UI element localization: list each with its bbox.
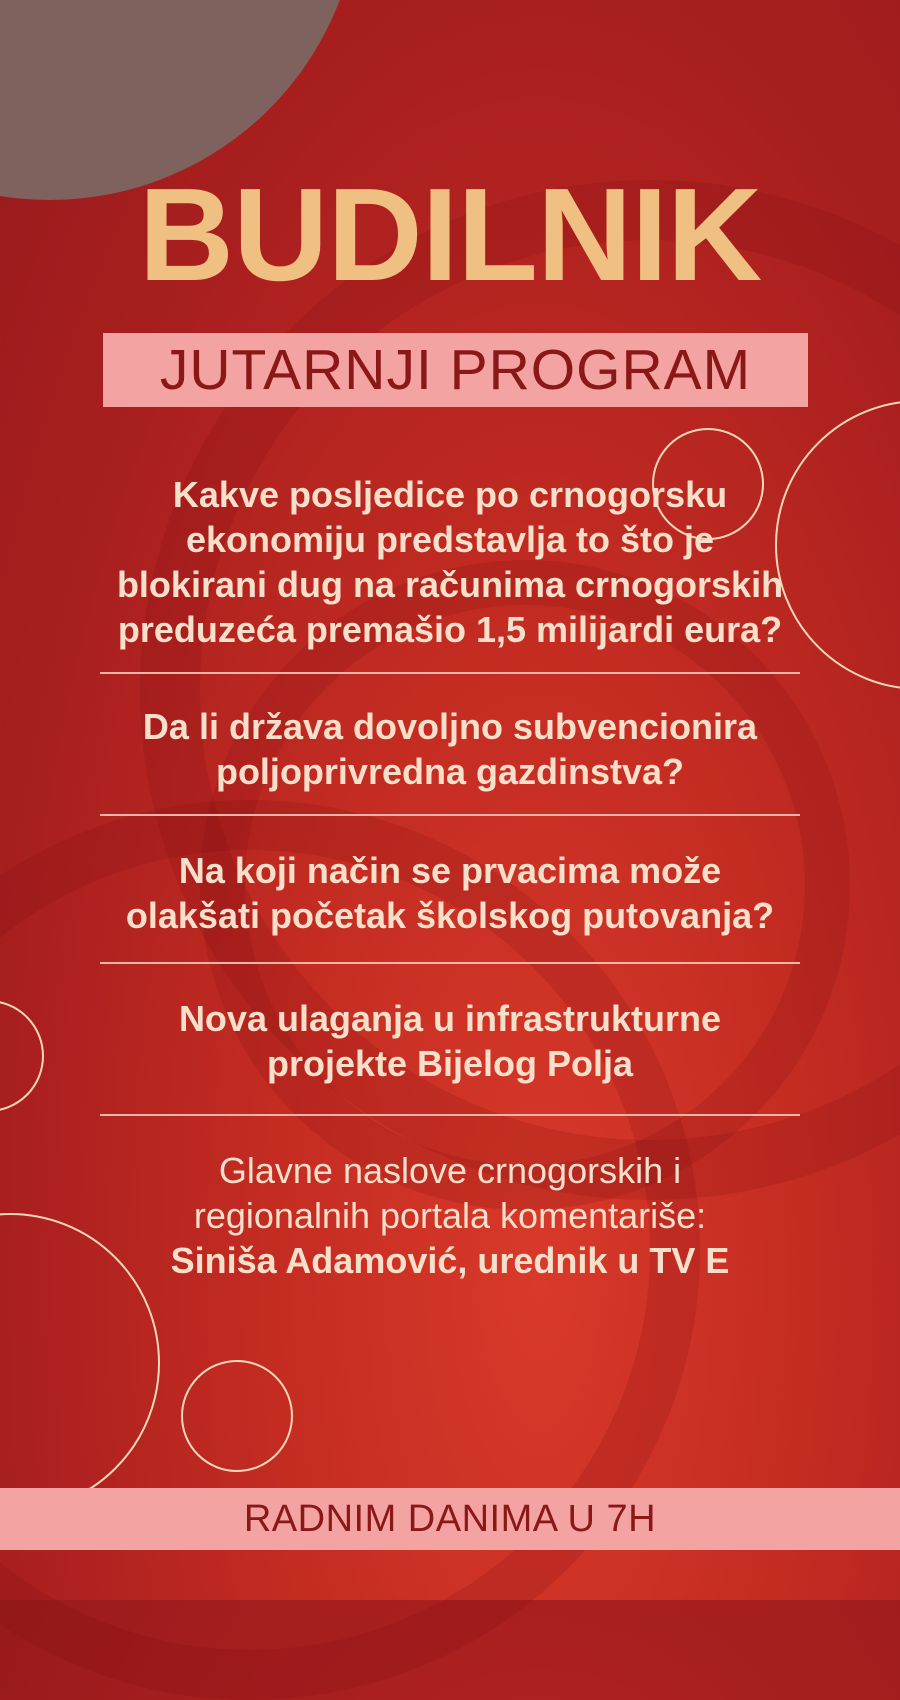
schedule-text: RADNIM DANIMA U 7H — [243, 1497, 657, 1540]
topic-item — [0, 964, 900, 1114]
topic-item — [0, 1116, 900, 1283]
guest-line: Siniša Adamović, urednik u TV E — [170, 1240, 730, 1281]
topic-line: ekonomiju predstavlja to što je — [185, 519, 715, 560]
topic-line: olakšati početak školskog putovanja? — [125, 895, 775, 936]
topic-line: poljoprivredna gazdinstva? — [215, 751, 685, 792]
schedule-banner — [0, 1488, 900, 1550]
topic-item — [0, 472, 900, 672]
topic-line: blokirani dug na računima crnogorskih — [116, 564, 784, 605]
topic-list — [0, 472, 900, 1283]
topic-line: Glavne naslove crnogorskih i — [218, 1150, 682, 1191]
topic-line: preduzeća premašio 1,5 milijardi eura? — [117, 609, 783, 650]
topic-line: Na koji način se prvacima može — [178, 850, 722, 891]
topic-line: projekte Bijelog Polja — [266, 1043, 634, 1084]
topic-item — [0, 674, 900, 814]
show-subtitle: JUTARNJI PROGRAM — [159, 338, 752, 402]
topic-line: regionalnih portala komentariše: — [193, 1195, 707, 1236]
topic-item — [0, 816, 900, 962]
topic-line: Da li država dovoljno subvencionira — [142, 706, 758, 747]
topic-line: Kakve posljedice po crnogorsku — [172, 474, 728, 515]
topic-line: Nova ulaganja u infrastrukturne — [178, 998, 722, 1039]
ring-decoration — [181, 1360, 293, 1472]
subtitle-banner — [103, 333, 808, 407]
show-title: BUDILNIK — [138, 161, 762, 308]
